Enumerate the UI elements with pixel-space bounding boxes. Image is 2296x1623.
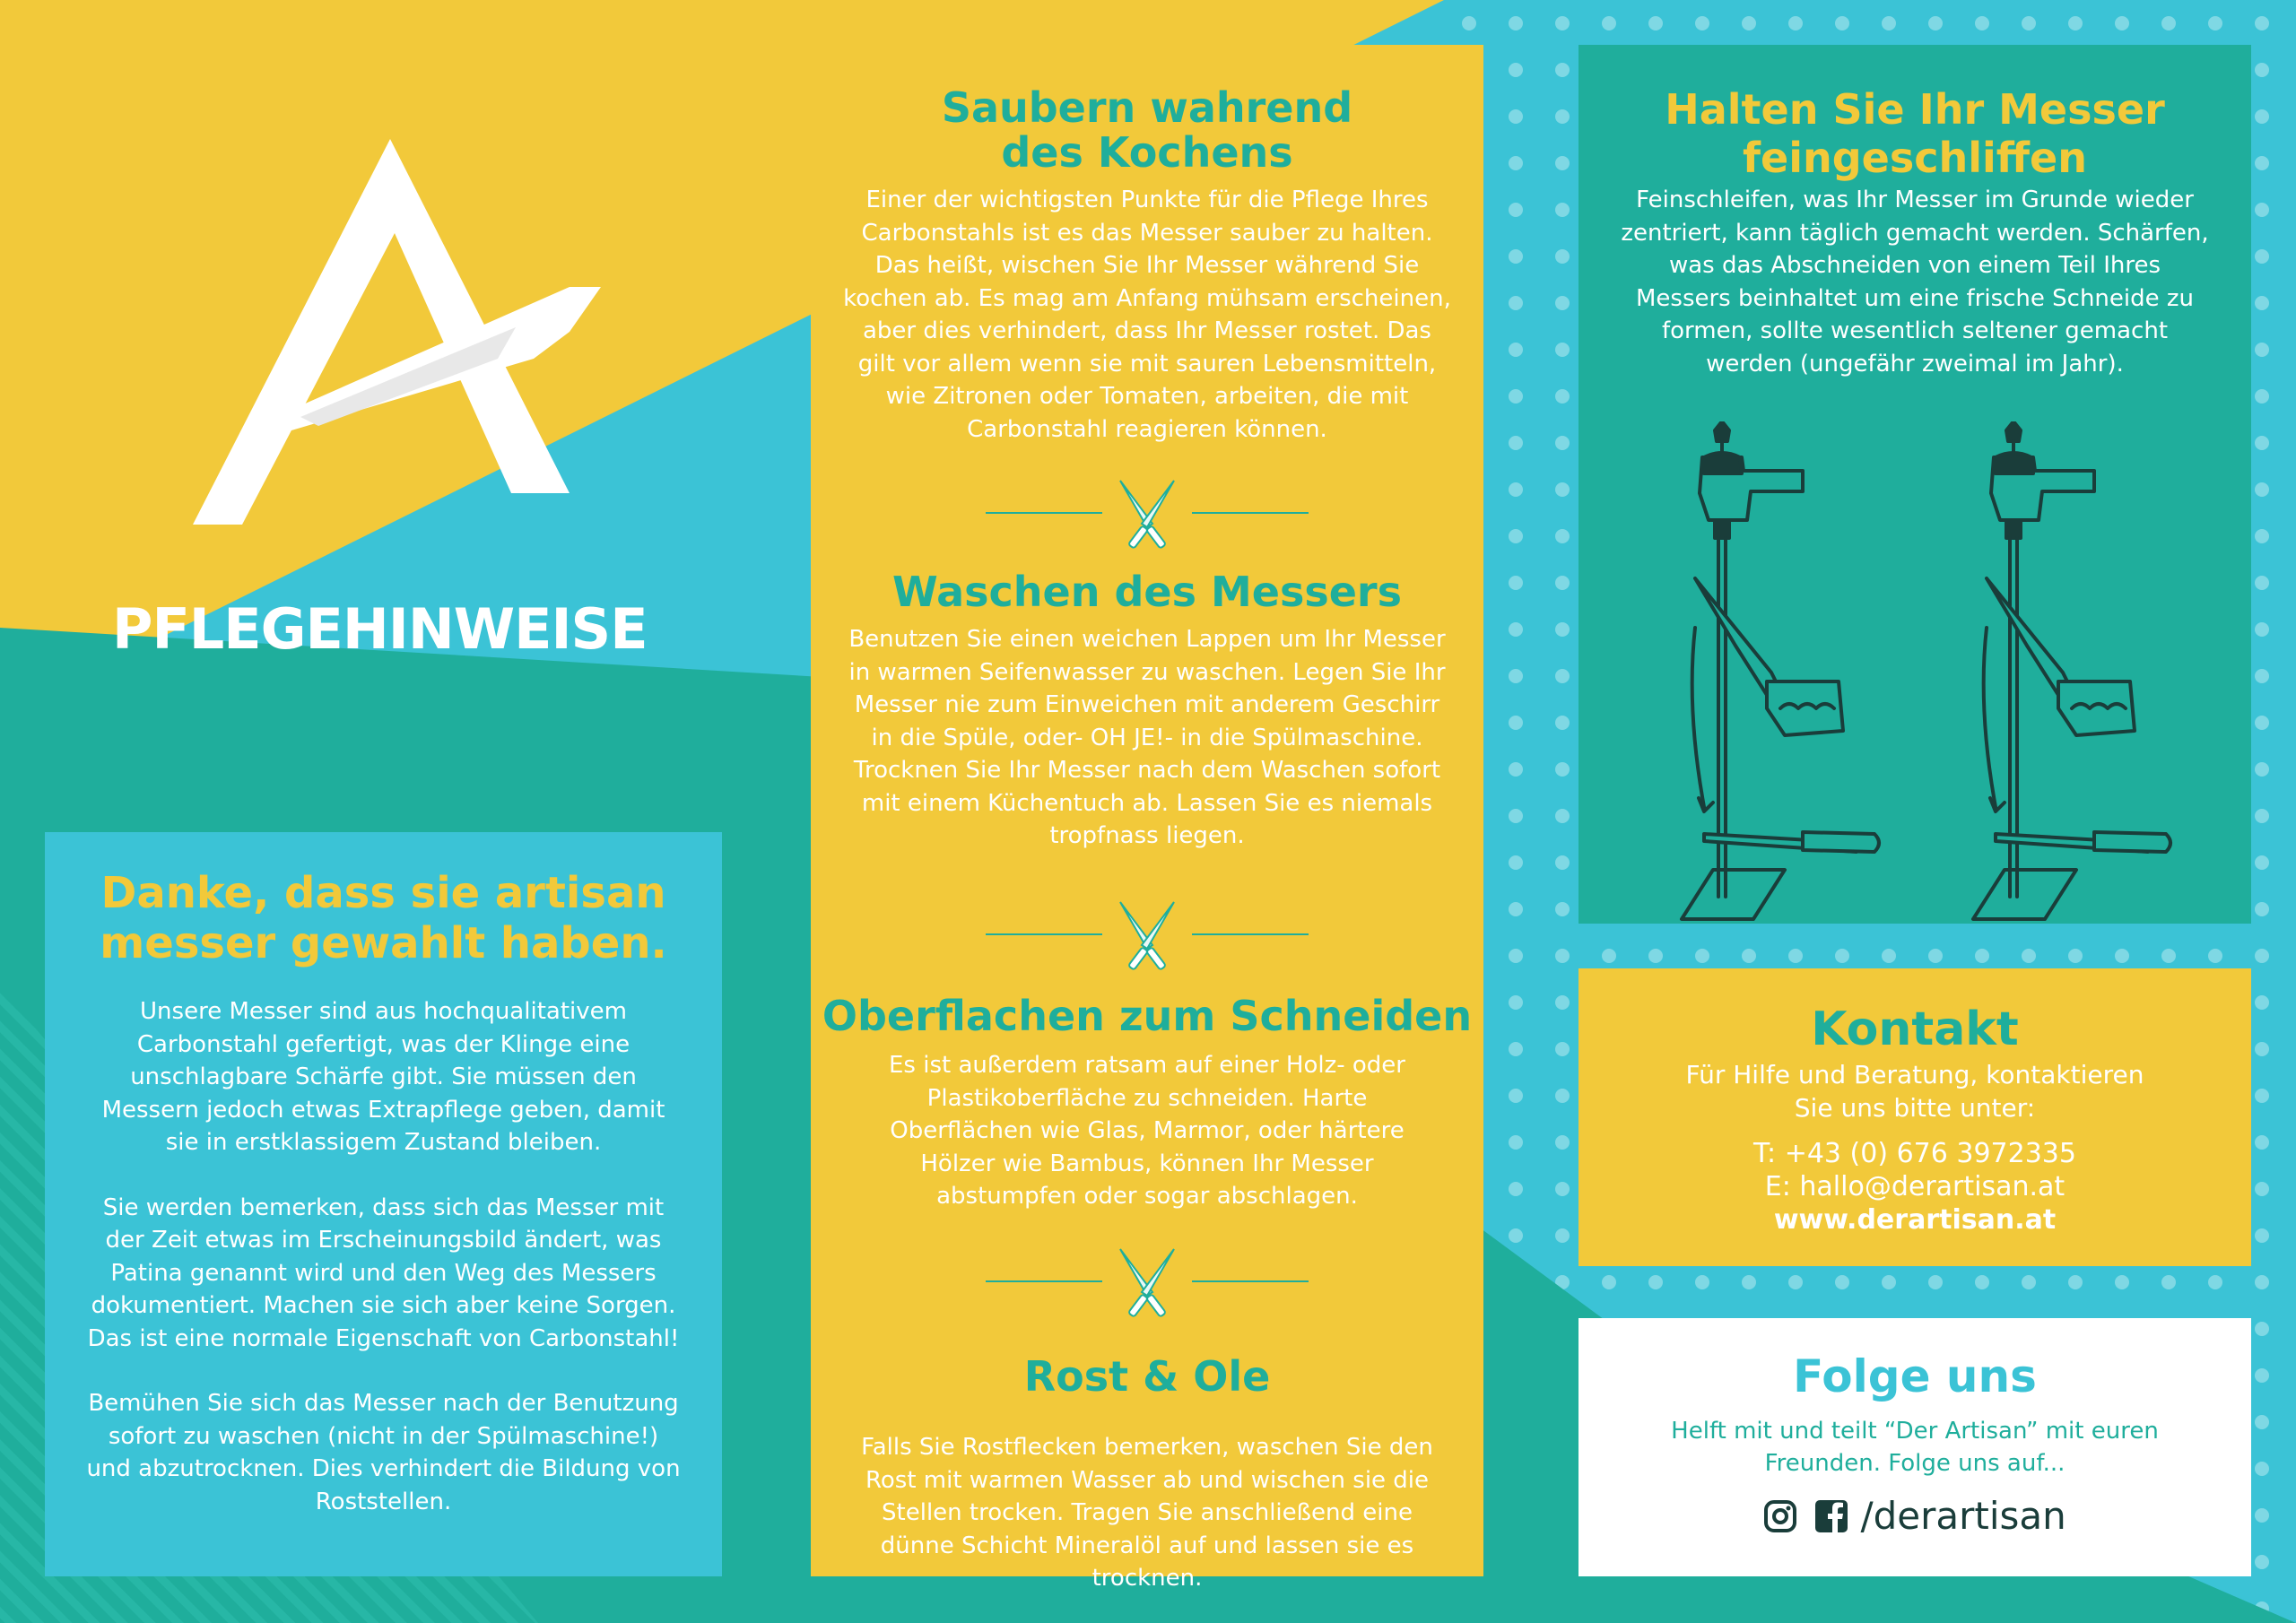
thanks-paragraph: Unsere Messer sind aus hochqualitativem Carbonstahl gefertigt, was der Klinge eine unschlagbare Schärfe gibt. Sie müssen den Messern jedoch etwas Extrapflege geben, damit sie in erstklassigem Zustand bleiben. <box>101 998 665 1156</box>
contact-intro: Sie uns bitte unter: <box>1794 1093 2036 1123</box>
section-text: Es ist außerdem ratsam auf einer Holz- oder Plastikoberfläche zu schneiden. Harte Oberflächen wie Glas, Marmor, oder härtere Hölzer wie Bambus, können Ihr Messer abstumpfen oder sogar abschlagen. <box>888 1052 1405 1210</box>
section-text: Benutzen Sie einen weichen Lappen um Ihr Messer in warmen Seifenwasser zu waschen. Legen Sie Ihr Messer nie zum Einweichen mit anderem Geschirr in die Spüle, oder- OH JE!- in die Spülmaschine. Trocknen Sie Ihr Messer nach dem Waschen sofort mit einem Küchentuch ab. Lassen Sie es niemals tropfnass liegen. <box>848 626 1446 849</box>
follow-panel <box>1578 1318 2251 1576</box>
sharpen-panel <box>1578 45 2251 924</box>
facebook-icon[interactable] <box>1814 1499 1848 1533</box>
section-divider <box>986 1242 1309 1323</box>
thanks-title-line2: messer gewahlt haben. <box>100 918 667 968</box>
contact-panel <box>1578 968 2251 1266</box>
contact-phone[interactable]: T: +43 (0) 676 3972335 <box>1753 1138 2076 1169</box>
section-title-line1: Saubern wahrend <box>941 83 1353 132</box>
thanks-title <box>45 868 722 968</box>
honing-steel-illustration <box>1668 421 1892 933</box>
contact-email[interactable]: E: hallo@derartisan.at <box>1764 1171 2066 1202</box>
instagram-icon[interactable] <box>1763 1499 1797 1533</box>
honing-steel-illustration <box>1960 421 2184 933</box>
thanks-paragraph: Sie werden bemerken, dass sich das Messer mit der Zeit etwas im Erscheinungsbild ändert, was Patina genannt wird und den Weg des Messers dokumentiert. Machen sie sich aber keine Sorgen. Das ist eine normale Eigenschaft von Carbonstahl! <box>87 1193 680 1352</box>
section-text: Einer der wichtigsten Punkte für die Pflege Ihres Carbonstahls ist es das Messer sauber zu halten. Das heißt, wischen Sie Ihr Messer während Sie kochen ab. Es mag am Anfang mühsam erscheinen, aber dies verhindert, dass Ihr Messer rostet. Das gilt vor allem wenn sie mit sauren Lebensmitteln, wie Zitronen oder Tomaten, arbeiten, die mit Carbonstahl reagieren können. <box>843 187 1451 443</box>
crossed-knives-icon <box>1113 473 1181 554</box>
sharpen-title-line2: feingeschliffen <box>1743 134 2087 182</box>
thanks-panel <box>45 832 722 1576</box>
crossed-knives-icon <box>1113 895 1181 976</box>
thanks-title-line1: Danke, dass sie artisan <box>100 868 666 918</box>
section-title: Rost & Ole <box>1023 1352 1271 1401</box>
sharpen-title <box>1578 85 2251 182</box>
section-text: Falls Sie Rostflecken bemerken, waschen Sie den Rost mit warmen Wasser ab und wischen sie die Stellen trocken. Tragen Sie anschließend eine dünne Schicht Mineralöl auf und lassen sie es trocknen. <box>861 1434 1433 1592</box>
contact-website[interactable]: www.derartisan.at <box>1773 1204 2057 1236</box>
artisan-a-knife-logo <box>193 135 623 529</box>
social-handle[interactable]: /derartisan <box>1860 1494 2066 1538</box>
page-title: PFLEGEHINWEISE <box>112 596 648 662</box>
follow-title: Folge uns <box>1793 1350 2037 1402</box>
care-column <box>811 45 1483 1592</box>
contact-title: Kontakt <box>1811 1002 2019 1056</box>
section-title: Waschen des Messers <box>891 568 1402 616</box>
contact-intro: Für Hilfe und Beratung, kontaktieren <box>1685 1060 2144 1089</box>
section-title: Oberflachen zum Schneiden <box>822 992 1473 1040</box>
section-title-line2: des Kochens <box>1001 128 1293 177</box>
section-divider <box>986 473 1309 554</box>
thanks-paragraph: Bemühen Sie sich das Messer nach der Benutzung sofort zu waschen (nicht in der Spülmaschine!) und abzutrocknen. Dies verhindert die Bildung von Roststellen. <box>86 1390 681 1515</box>
follow-text: Freunden. Folge uns auf... <box>1764 1450 2066 1477</box>
crossed-knives-icon <box>1113 1242 1181 1323</box>
sharpen-text: Feinschleifen, was Ihr Messer im Grunde wieder zentriert, kann täglich gemacht werden. Schärfen, was das Abschneiden von einem Teil Ihres Messers beinhaltet um eine frische Schneide zu formen, sollte wesentlich seltener gemacht werden (ungefähr zweimal im Jahr). <box>1621 187 2209 378</box>
follow-text: Helft mit und teilt “Der Artisan” mit euren <box>1671 1418 2159 1445</box>
sharpen-title-line1: Halten Sie Ihr Messer <box>1665 85 2165 134</box>
section-title <box>811 85 1483 175</box>
section-divider <box>986 895 1309 976</box>
